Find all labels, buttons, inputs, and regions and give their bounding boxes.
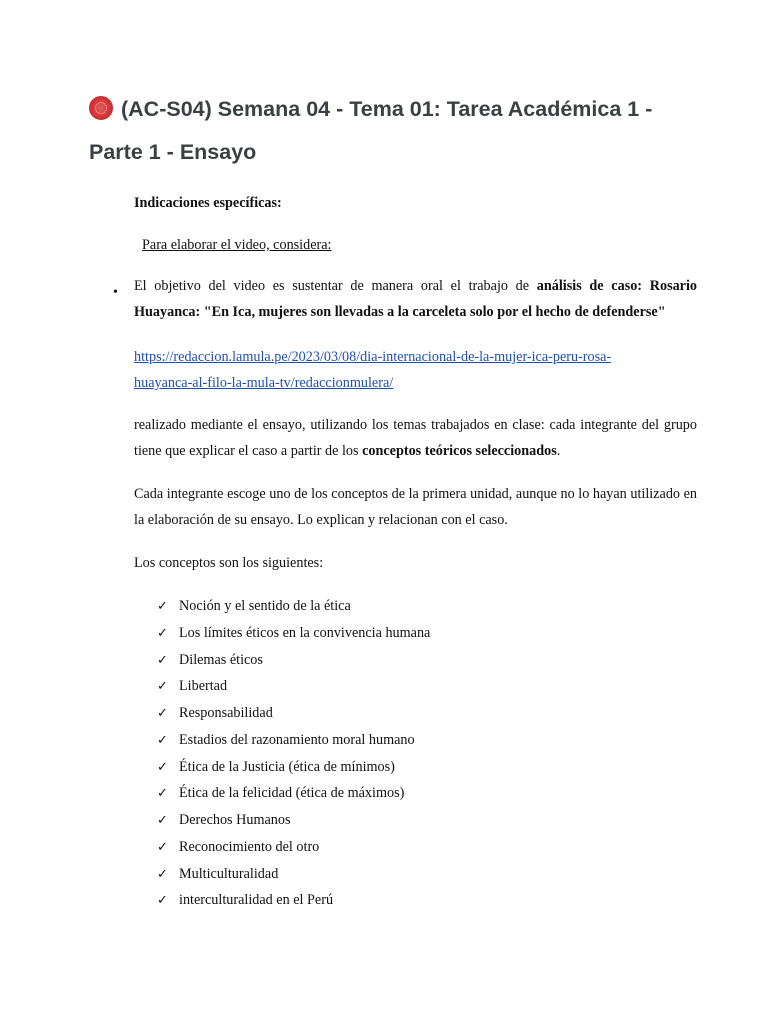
case-title: análisis de caso: Rosario Huayanca: "En Ica, mujeres son llevadas a la carceleta solo por el hecho de defenderse": [134, 278, 698, 320]
concept-label: Libertad: [179, 678, 228, 695]
bullet-dot: •: [113, 285, 118, 300]
objective-paragraph: [134, 273, 697, 325]
concept-label: Responsabilidad: [179, 705, 273, 721]
concept-item: [157, 700, 430, 727]
checkmark-icon: ✓: [157, 706, 168, 721]
case-link[interactable]: https://redaccion.lamula.pe/2023/03/08/dia-internacional-de-la-mujer-ica-peru-rosa-huayanca-al-filo-la-mula-tv/redaccionmulera/: [134, 349, 612, 391]
concept-label: Derechos Humanos: [179, 812, 291, 828]
red-circle-icon: [89, 96, 113, 120]
concept-label: Multiculturalidad: [179, 865, 279, 882]
concept-label: Dilemas éticos: [179, 651, 263, 668]
objective-text: El objetivo del video es sustentar de manera oral el trabajo de: [134, 278, 530, 294]
video-intro-text: Para elaborar el video, considera:: [142, 237, 332, 253]
concept-label: Ética de la felicidad (ética de máximos): [179, 785, 405, 802]
page-title-text: (AC-S04) Semana 04 - Tema 01: Tarea Académica 1 - Parte 1 - Ensayo: [89, 97, 653, 164]
concept-label: Noción y el sentido de la ética: [179, 598, 351, 614]
explain-text-end: .: [556, 443, 561, 459]
concept-item: [157, 647, 430, 674]
checkmark-icon: ✓: [157, 732, 168, 748]
concept-label: Los límites éticos en la convivencia humana: [179, 624, 431, 641]
checkmark-icon: ✓: [157, 759, 168, 775]
checkmark-icon: ✓: [157, 625, 168, 641]
concept-item: [157, 593, 430, 620]
checkmark-icon: ✓: [157, 893, 168, 909]
concept-item: [157, 887, 430, 914]
case-link-paragraph: [134, 344, 654, 396]
concept-item: [157, 727, 430, 754]
checkmark-icon: ✓: [157, 839, 168, 855]
concept-item: [157, 673, 430, 700]
concepts-intro: Los conceptos son los siguientes:: [134, 555, 324, 571]
concept-item: [157, 620, 430, 647]
explain-paragraph: [134, 412, 697, 464]
checkmark-icon: ✓: [157, 679, 168, 695]
concept-item: [157, 780, 430, 807]
checkmark-icon: ✓: [157, 813, 168, 828]
concepts-list: [157, 593, 430, 914]
concept-item: [157, 807, 430, 834]
concept-item: [157, 754, 430, 781]
concept-label: interculturalidad en el Perú: [179, 892, 334, 909]
explain-text: realizado mediante el ensayo, utilizando los temas trabajados en clase: cada integrante del grupo tiene que explicar el caso a partir de los: [134, 417, 697, 459]
page-title: [89, 88, 709, 174]
selected-concepts-phrase: conceptos teóricos seleccionados: [362, 443, 557, 459]
concept-label: Ética de la Justicia (ética de mínimos): [179, 758, 395, 775]
specific-instructions-heading: Indicaciones específicas:: [134, 195, 282, 211]
checkmark-icon: ✓: [157, 786, 168, 802]
concept-item: [157, 834, 430, 861]
each-member-paragraph: Cada integrante escoge uno de los conceptos de la primera unidad, aunque no lo hayan utilizado en la elaboración de su ensayo. Lo explican y relacionan con el caso.: [134, 486, 697, 528]
checkmark-icon: ✓: [157, 866, 168, 882]
concept-label: Reconocimiento del otro: [179, 838, 320, 855]
concept-label: Estadios del razonamiento moral humano: [179, 731, 415, 748]
checkmark-icon: ✓: [157, 599, 168, 614]
checkmark-icon: ✓: [157, 652, 168, 668]
concept-item: [157, 861, 430, 888]
